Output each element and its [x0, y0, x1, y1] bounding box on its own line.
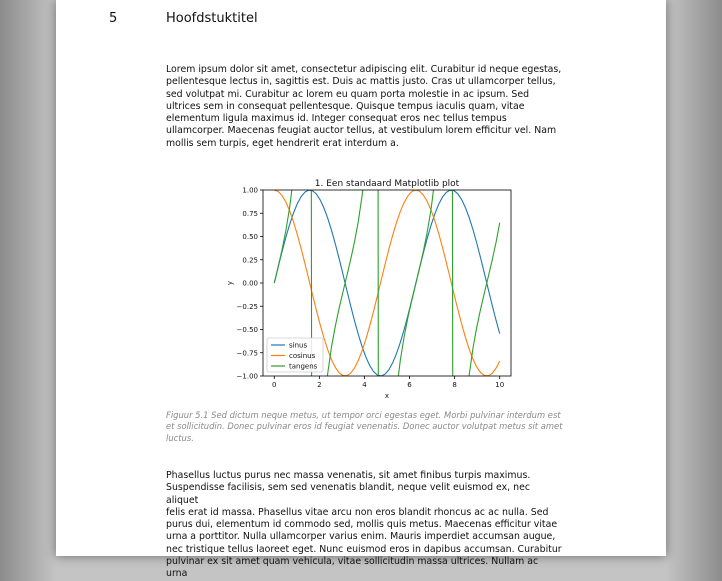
x-tick-label: 10: [495, 381, 505, 389]
y-tick-label: −0.25: [236, 302, 258, 311]
y-tick-label: 0.25: [242, 256, 258, 265]
y-tick-label: −1.00: [236, 372, 258, 381]
y-tick-label: −0.50: [236, 326, 258, 334]
legend-label-tangens: tangens: [289, 362, 318, 371]
document-page: [56, 0, 666, 580]
y-tick-label: 0.50: [242, 233, 258, 241]
x-tick-label: 6: [407, 381, 412, 389]
chart-title: 1. Een standaard Matplotlib plot: [314, 179, 460, 189]
body-paragraph-2: Phasellus luctus purus nec massa venenatis, sit amet finibus turpis maximus. Suspendisse facilisis, sem sed venenatis blandit, neque velit euismod ex, nec aliquet felis erat id massa. Phasellus vitae arcu non eros blandit rhoncus ac ac nulla. Sed purus dui, elementum id commodo sed, mollis quis metus. Maecenas efficitur vitae urna a porttitor. Nulla ullamcorper varius enim. Mauris imperdiet accumsan augue, nec tristique tellus laoreet eget. Nunc euismod eros in dapibus accumsan. Curabitur pulvinar ex sit amet quam vehicula, vitae sollicitudin massa ultrices. Nullam ac urna: [166, 470, 562, 580]
x-tick-label: 4: [362, 381, 367, 389]
legend-label-cosinus: cosinus: [289, 352, 316, 360]
y-axis-label: y: [226, 280, 234, 286]
x-tick-label: 2: [317, 381, 322, 389]
x-tick-label: 0: [272, 381, 277, 389]
y-tick-label: 0.00: [242, 279, 258, 288]
y-tick-label: 0.75: [242, 209, 258, 218]
figure-caption: Figuur 5.1 Sed dictum neque metus, ut tempor orci egestas eget. Morbi pulvinar interdum est et sollicitudin. Donec pulvinar eros id feugiat venenatis. Donec auctor volutpat metus sit amet luctus.: [166, 410, 563, 443]
chapter-title: Hoofdstuktitel: [166, 11, 258, 26]
chapter-number: 5: [109, 11, 118, 26]
chart-legend: [267, 338, 323, 372]
y-tick-label: −0.75: [236, 349, 258, 358]
legend-label-sinus: sinus: [289, 341, 308, 350]
x-tick-label: 8: [452, 381, 457, 389]
body-paragraph-1: Lorem ipsum dolor sit amet, consectetur adipiscing elit. Curabitur id neque egestas, pellentesque lectus in, sagittis est. Duis ac mattis justo. Cras ut ullamcorper tellus, sed volutpat mi. Curabitur ac lorem eu quam porta molestie in ac ipsum. Sed ultrices sem in consequat pellentesque. Quisque tempus iaculis quam, vitae elementum ligula maximus id. Integer consequat eros nec tellus tempus ullamcorper. Maecenas feugiat auctor tellus, at vestibulum lorem efficitur vel. Nam mollis sem turpis, eget hendrerit erat interdum a.: [166, 64, 562, 149]
matplotlib-figure: [166, 172, 516, 400]
x-axis-label: x: [384, 392, 390, 400]
y-tick-label: 1.00: [242, 186, 258, 195]
